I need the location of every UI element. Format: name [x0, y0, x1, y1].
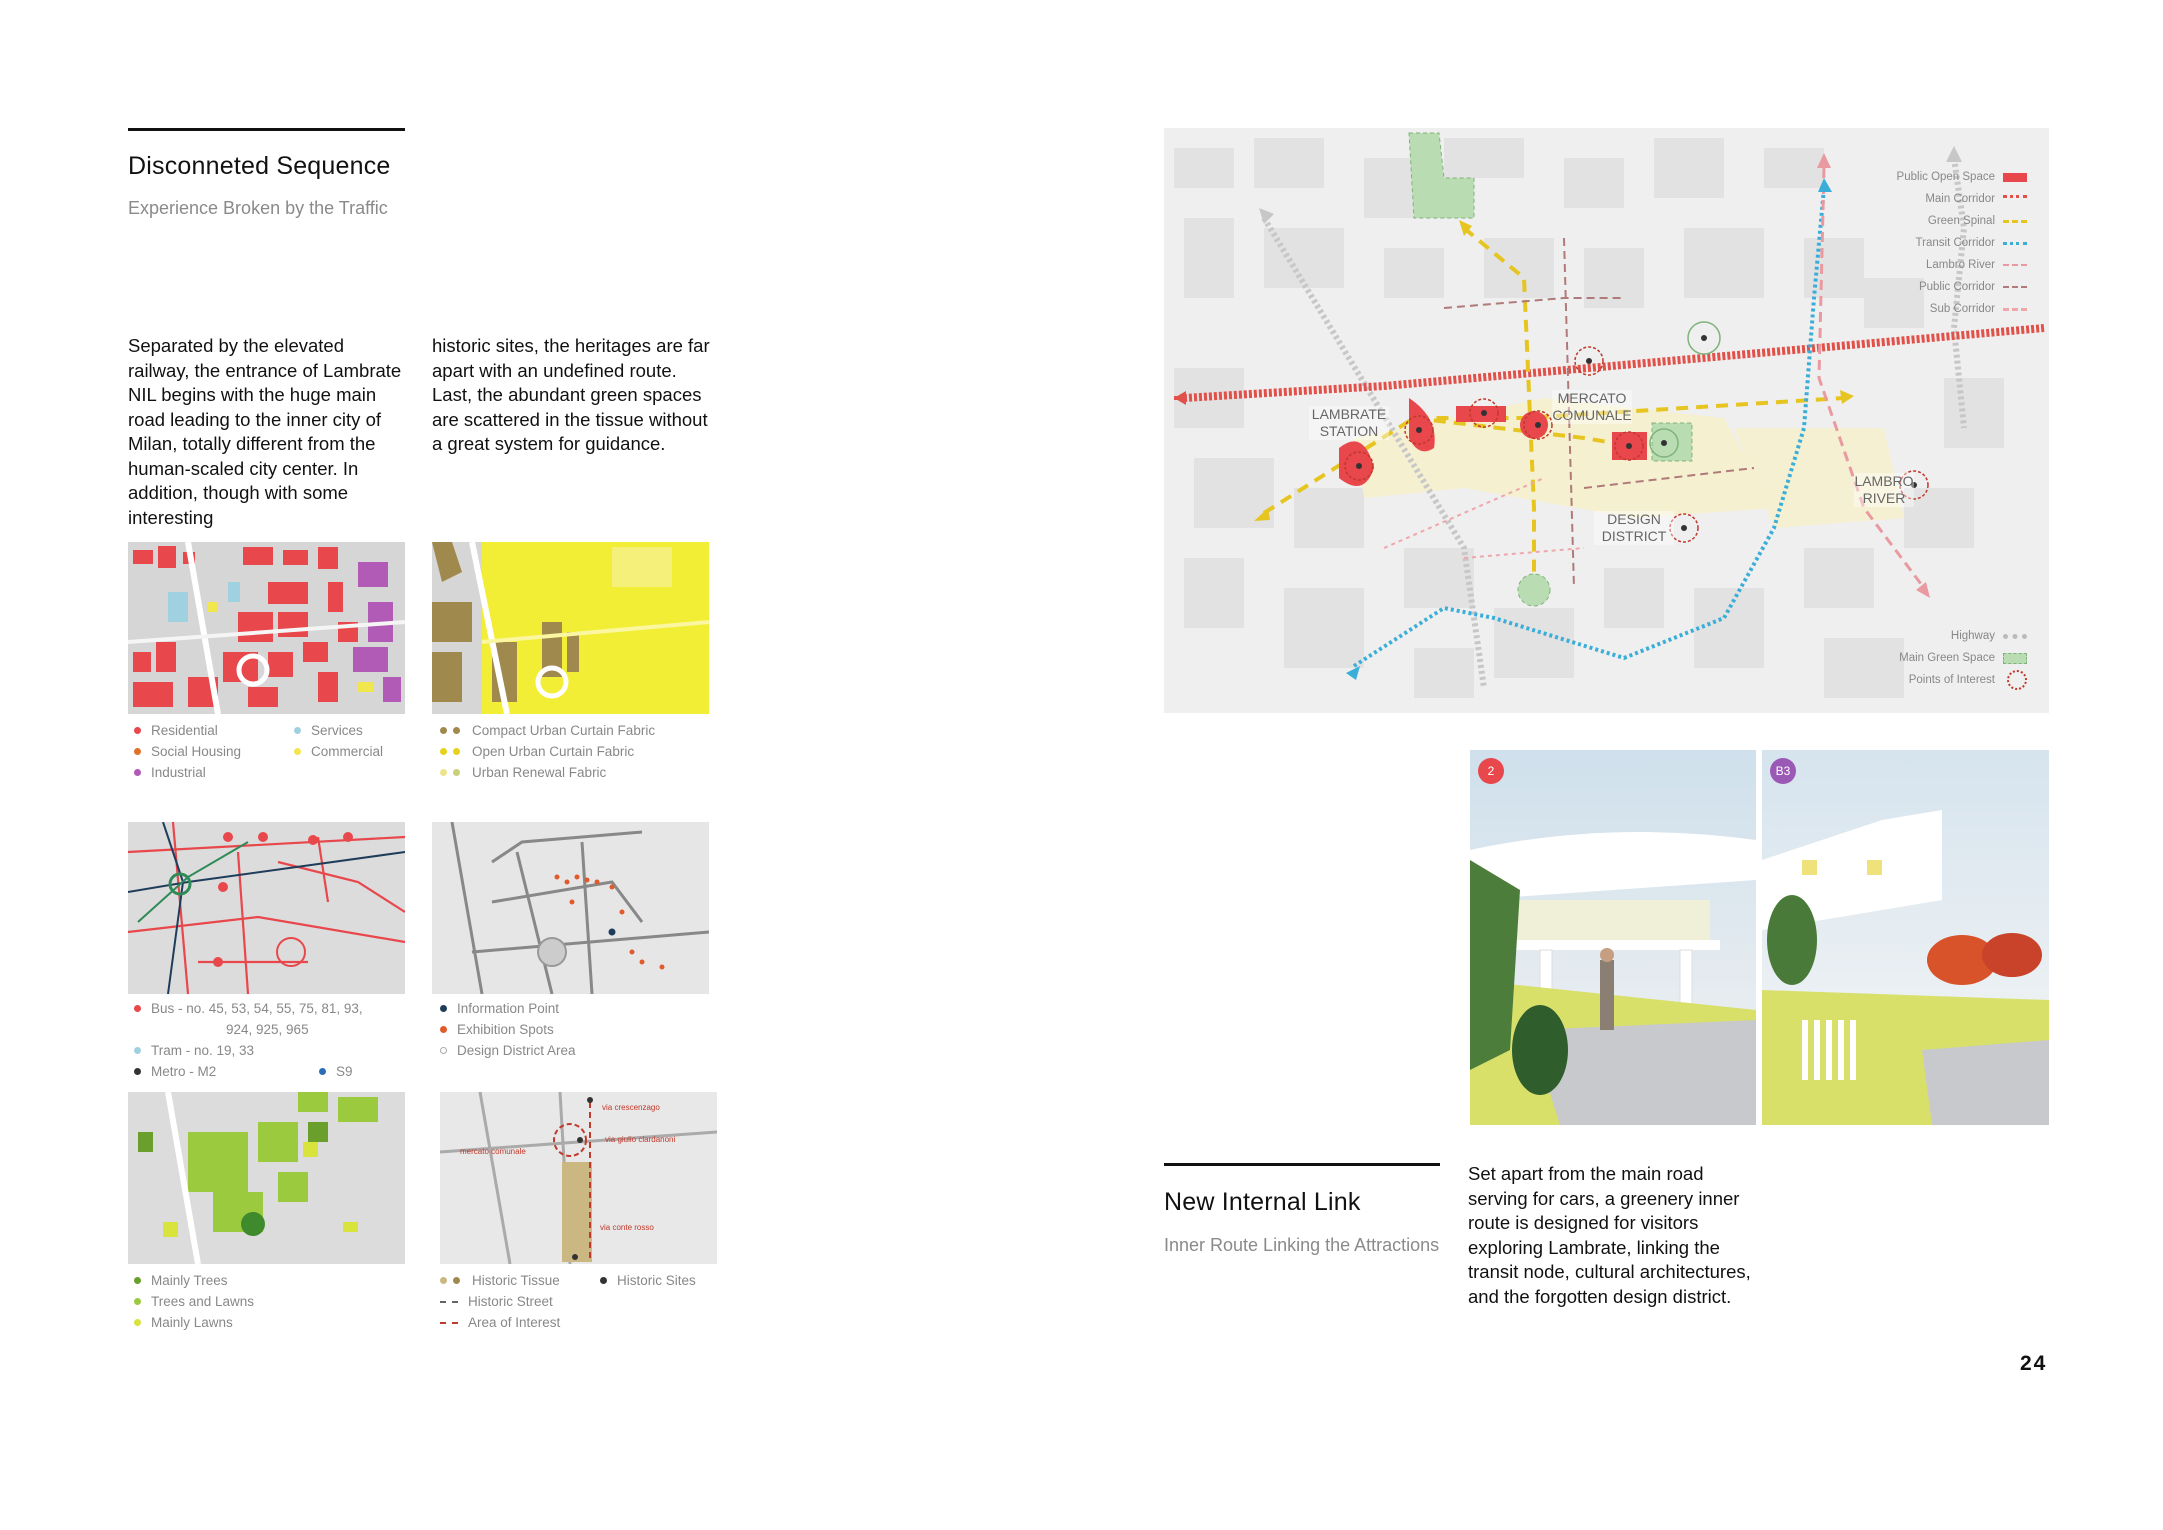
page-number: 24: [2020, 1352, 2048, 1375]
fabric-legend: Compact Urban Curtain Fabric Open Urban Curtain Fabric Urban Renewal Fabric: [440, 720, 655, 783]
label-mercato-comunale: MERCATO COMUNALE: [1552, 390, 1632, 423]
fabric-map-graphic: [432, 542, 709, 714]
render-badge-b3: B3: [1770, 758, 1796, 784]
design-map: [432, 822, 709, 994]
render-b3-graphic: [1762, 750, 2049, 1125]
transit-map: [128, 822, 405, 994]
landuse-map: [128, 542, 405, 714]
landuse-legend: Residential Social Housing Industrial Services Commercial: [134, 720, 414, 783]
map-legend-bottom: Highway Main Green Space Points of Interest: [1899, 625, 2027, 691]
street-label-mercato: mercato comunale: [460, 1147, 526, 1156]
landuse-map-graphic: [128, 542, 405, 714]
street-label-clardanoni: via giulio clardanoni: [605, 1135, 676, 1144]
green-map: [128, 1092, 405, 1264]
map-legend-top: Public Open Space Main Corridor Green Spinal Transit Corridor Lambro River Public Corridor Sub Corridor: [1897, 166, 2027, 320]
design-legend: Information Point Exhibition Spots Design District Area: [440, 998, 576, 1061]
right-body-text: Set apart from the main road serving for cars, a greenery inner route is designed for visitors exploring Lambrate, linking the transit node, cultural architectures, and the forgotten design district.: [1468, 1163, 1751, 1307]
right-title-rule: [1164, 1163, 1440, 1166]
render-image-b3: [1762, 750, 2049, 1125]
historic-map: [440, 1092, 717, 1264]
transit-legend: Bus - no. 45, 53, 54, 55, 75, 81, 93, 924, 925, 965 Tram - no. 19, 33 Metro - M2 S9: [134, 998, 434, 1082]
section-title: Disconneted Sequence: [128, 152, 391, 180]
title-rule: [128, 128, 405, 131]
historic-legend: Historic Tissue Historic Street Area of Interest Historic Sites: [440, 1270, 740, 1333]
section-subtitle: Experience Broken by the Traffic: [128, 198, 388, 218]
label-design-district: DESIGN DISTRICT: [1594, 511, 1674, 545]
label-lambrate-station: LAMBRATE STATION: [1309, 406, 1389, 440]
render-2-graphic: [1470, 750, 1756, 1125]
design-map-graphic: [432, 822, 709, 994]
right-section-title: New Internal Link: [1164, 1188, 1361, 1216]
right-section-subtitle: Inner Route Linking the Attractions: [1164, 1235, 1440, 1255]
fabric-map: [432, 542, 709, 714]
render-badge-2: 2: [1478, 758, 1504, 784]
main-strategy-map: [1164, 128, 2049, 713]
body-column-2: historic sites, the heritages are far apart with an undefined route. Last, the abundant green spaces are scattered in the tissue without a great system for guidance.: [432, 335, 710, 454]
green-legend: Mainly Trees Trees and Lawns Mainly Lawns: [134, 1270, 254, 1333]
transit-map-graphic: [128, 822, 405, 994]
label-lambro-river: LAMBRO RIVER: [1854, 473, 1914, 506]
street-label-conte-rosso: via conte rosso: [600, 1223, 654, 1232]
street-label-crescenzago: via crescenzago: [602, 1103, 660, 1112]
historic-map-graphic: [440, 1092, 717, 1264]
body-column-1: Separated by the elevated railway, the entrance of Lambrate NIL begins with the huge main road leading to the inner city of Milan, totally different from the human-scaled city center. In addition, though with some interesting: [128, 335, 402, 528]
green-map-graphic: [128, 1092, 405, 1264]
render-image-2: [1470, 750, 1756, 1125]
